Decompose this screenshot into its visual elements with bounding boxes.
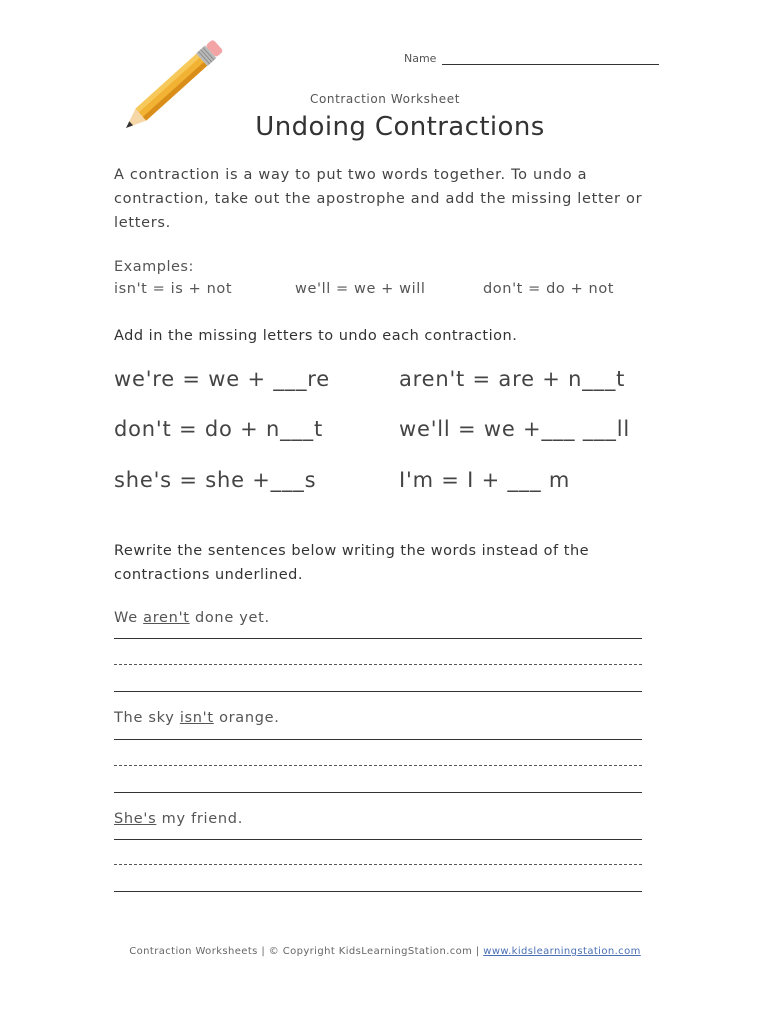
writing-line[interactable] (114, 739, 642, 740)
problem-item: she's = she +___s (114, 468, 317, 492)
problem-item: we'll = we +___ ___ll (399, 417, 630, 441)
name-label: Name (404, 52, 437, 65)
writing-guide-line (114, 864, 642, 865)
sentence-text: done yet. (189, 610, 270, 626)
name-field-row (404, 52, 659, 65)
sentence-text: orange. (213, 710, 280, 726)
footer (0, 946, 770, 957)
sentence-3 (114, 811, 243, 827)
example-item: we'll = we + will (295, 281, 426, 297)
example-item: don't = do + not (483, 281, 615, 297)
underlined-contraction: isn't (179, 710, 214, 726)
footer-text: Contraction Worksheets | © Copyright KidsLearningStation.com | (129, 946, 484, 957)
worksheet-subtitle: Contraction Worksheet (309, 92, 461, 106)
sentence-text: my friend. (156, 811, 244, 827)
writing-guide-line (114, 765, 642, 766)
sentence-1 (114, 610, 270, 626)
examples-label: Examples: (114, 259, 194, 275)
page-title: Undoing Contractions (255, 112, 545, 142)
problem-item: we're = we + ___re (114, 367, 330, 391)
footer-link[interactable]: www.kidslearningstation.com (483, 946, 641, 957)
name-line[interactable] (442, 53, 659, 65)
sentence-text: The sky (114, 710, 180, 726)
writing-line[interactable] (114, 839, 642, 840)
sentence-text: We (114, 610, 144, 626)
problem-item: I'm = I + ___ m (399, 468, 571, 492)
writing-line[interactable] (114, 691, 642, 692)
example-item: isn't = is + not (114, 281, 233, 297)
underlined-contraction: She's (114, 811, 157, 827)
sentence-2 (114, 710, 280, 726)
writing-guide-line (114, 664, 642, 665)
problem-item: don't = do + n___t (114, 417, 324, 441)
writing-line[interactable] (114, 891, 642, 892)
intro-paragraph: A contraction is a way to put two words together. To undo a contraction, take out the apostrophe and add the missing letter or letters. (114, 167, 643, 231)
rewrite-instructions: Rewrite the sentences below writing the words instead of the contractions underlined. (114, 543, 590, 583)
underlined-contraction: aren't (143, 610, 190, 626)
problem-item: aren't = are + n___t (399, 367, 626, 391)
writing-line[interactable] (114, 792, 642, 793)
instructions: Add in the missing letters to undo each contraction. (114, 328, 518, 344)
writing-line[interactable] (114, 638, 642, 639)
